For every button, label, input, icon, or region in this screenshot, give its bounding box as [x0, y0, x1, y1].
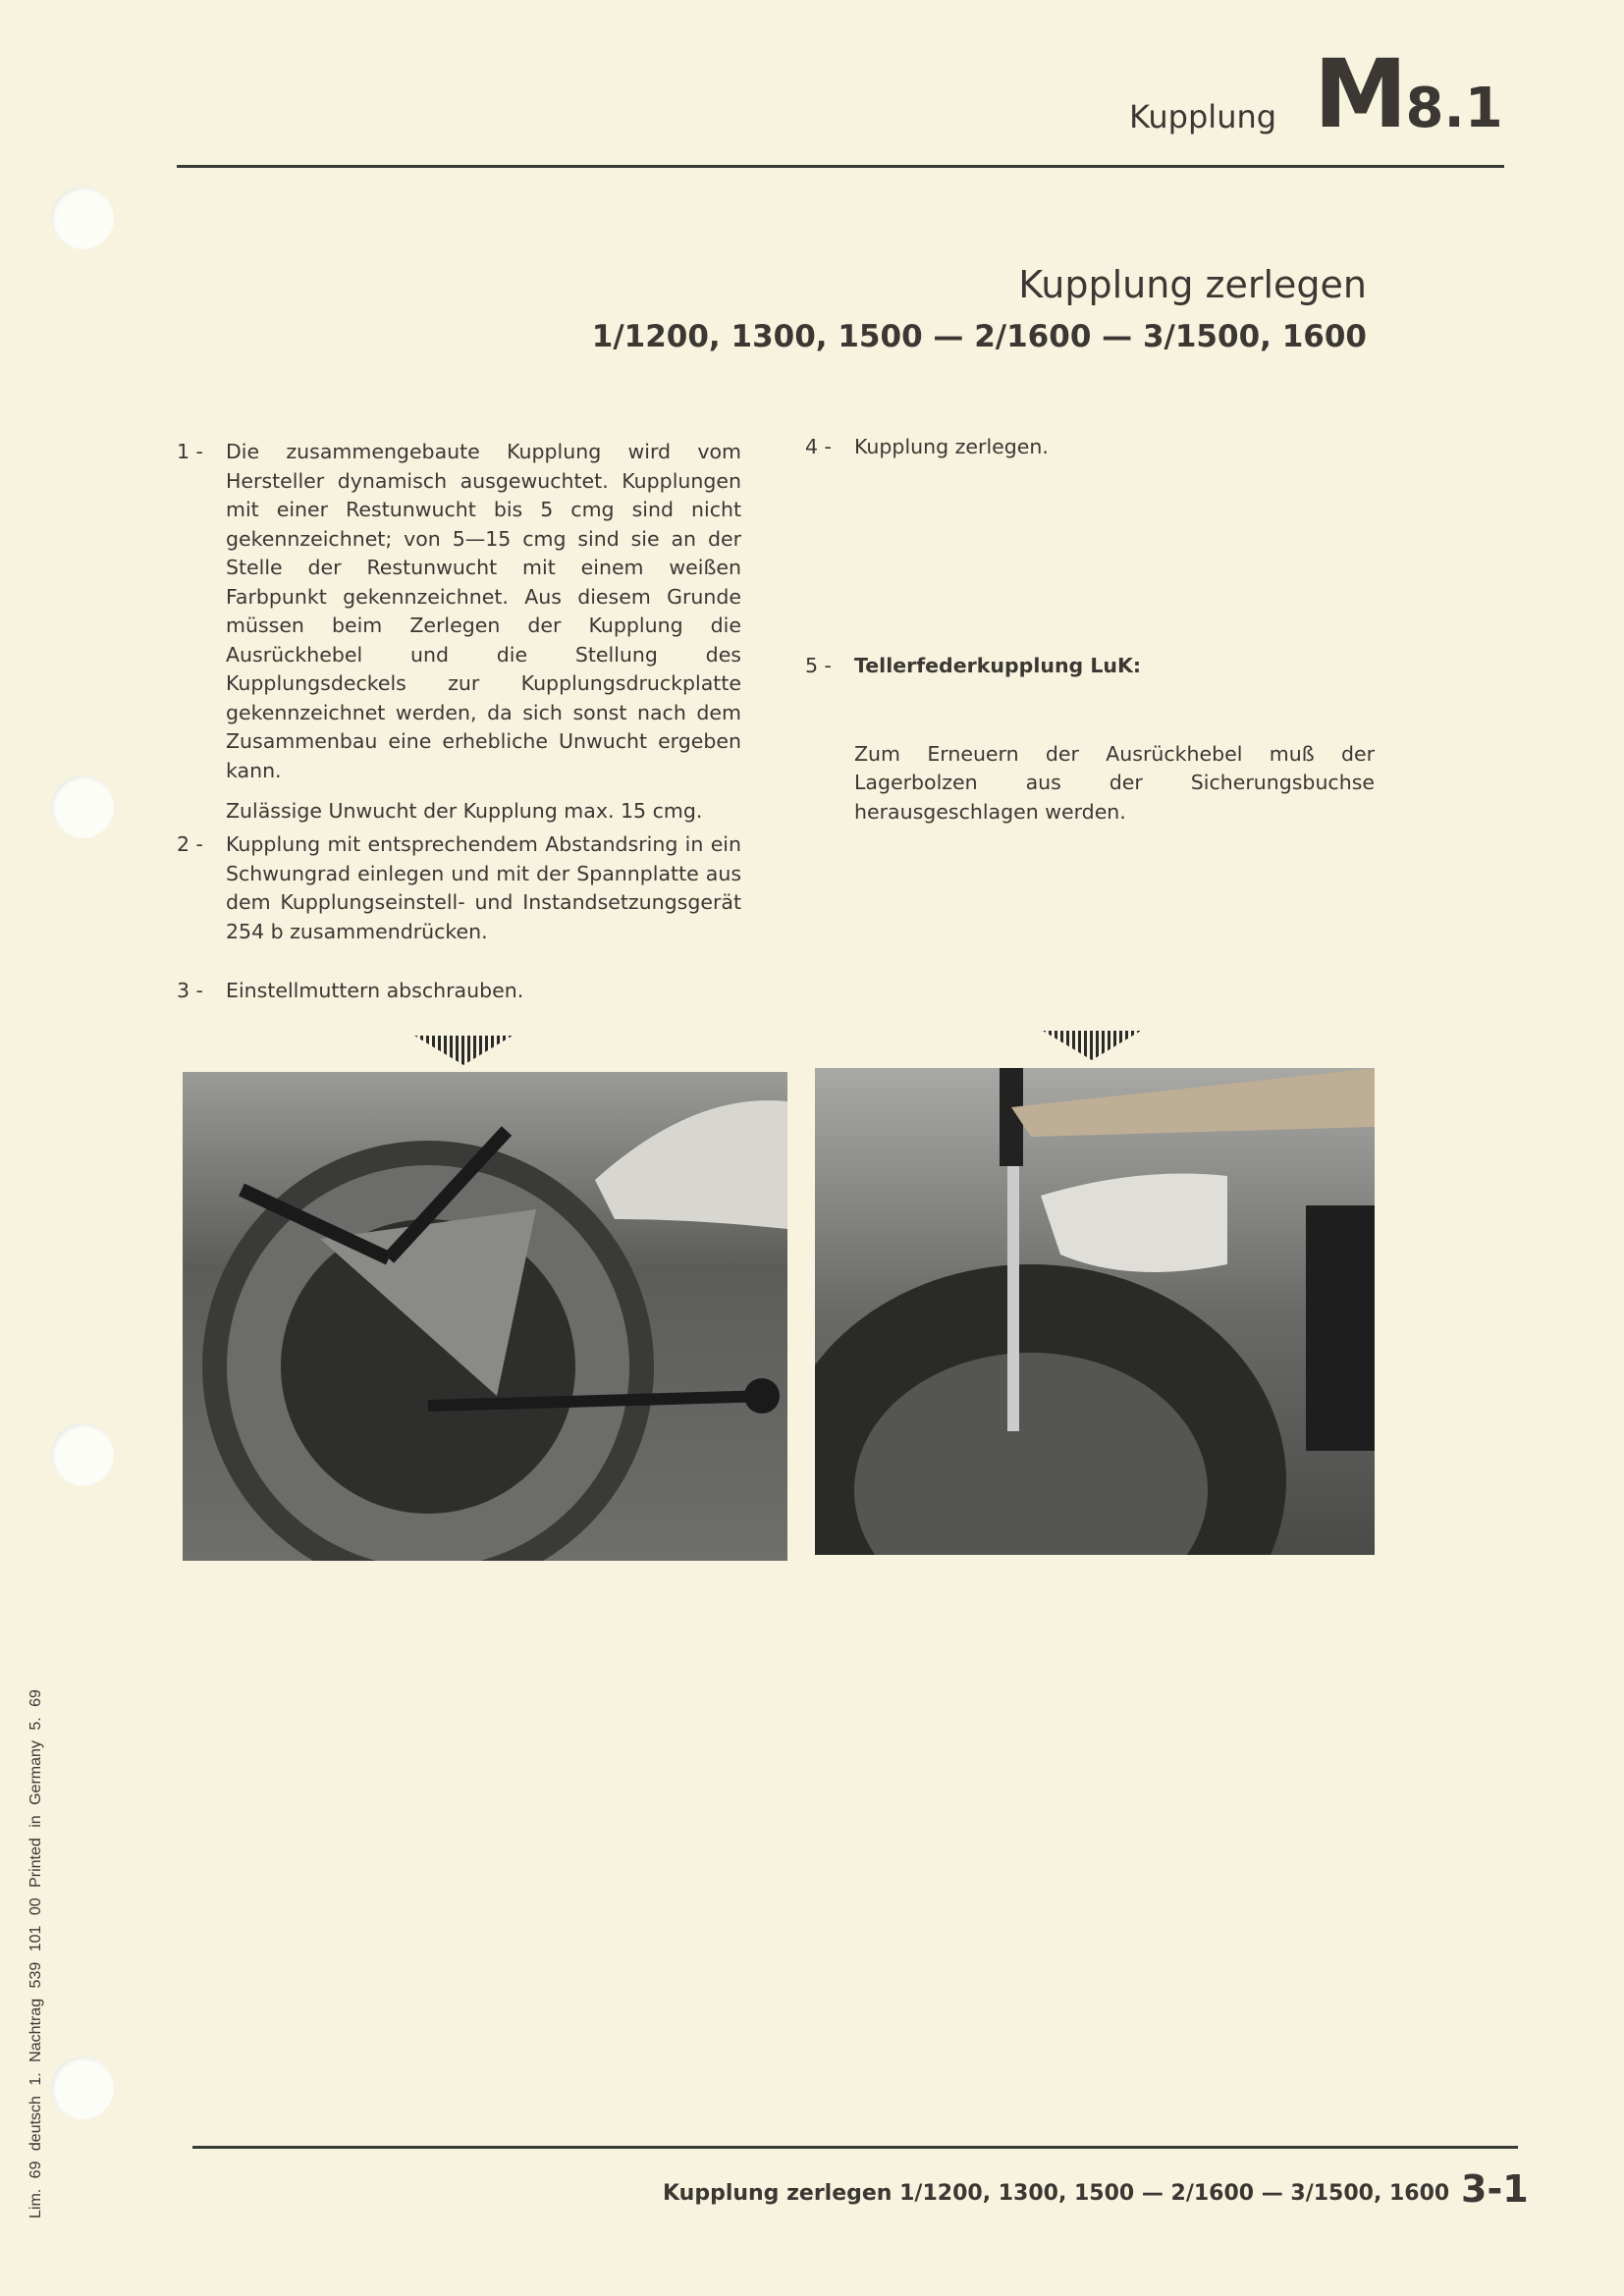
page-title: Kupplung zerlegen [1018, 263, 1367, 306]
section-code: M8.1 [1314, 39, 1503, 149]
footer-rule [192, 2146, 1518, 2149]
step-1: 1 - Die zusammengebaute Kupplung wird vom Hersteller dynamisch ausgewuchtet. Kupplungen mit einer Restunwucht bis 5 cmg sind nicht gekennzeichnet; von 5—15 cmg sind sie an der Stelle der Restunwucht mit einem weißen Farbpunkt gekennzeichnet. Aus diesem Grunde müssen beim Zerlegen der Kupplung die Ausrückhebel und die Stellung des Kupplungsdeckels zur Kupplungsdruckplatte gekennzeichnet werden, da sich sonst nach dem Zusammenbau eine erhebliche Unwucht ergeben kann. Zulässige Unwucht der Kupplung max. 15 cmg. [177, 440, 741, 823]
step-3: 3 - Einstellmuttern abschrauben. [177, 979, 524, 1002]
step-4: 4 - Kupplung zerlegen. [805, 435, 1049, 458]
arrow-marker [1043, 1031, 1141, 1060]
punch-hole [51, 775, 114, 838]
step-2: 2 - Kupplung mit entsprechendem Abstandsring in ein Schwungrad einlegen und mit der Spannplatte aus dem Kupplungseinstell- und Instandsetzungsgerät 254 b zusammendrücken. [177, 832, 741, 943]
photo-pressing-bolt [815, 1068, 1375, 1555]
punch-hole [51, 1423, 114, 1486]
chapter-label: Kupplung [1129, 98, 1277, 135]
page-subtitle: 1/1200, 1300, 1500 — 2/1600 — 3/1500, 1600 [591, 319, 1367, 354]
print-info: Lim. 69 deutsch 1. Nachtrag 539 101 00 Printed in Germany 5. 69 [27, 1689, 44, 2218]
step-5: 5 - Tellerfederkupplung LuK: Zum Erneuern der Ausrückhebel muß der Lagerbolzen aus der Sicherungsbuchse herausgeschlagen werden. [805, 654, 1375, 824]
photo-pressing-bolt-image [815, 1068, 1375, 1555]
photo-clutch-press-image [183, 1072, 787, 1561]
page-number: 3-1 [1461, 2167, 1529, 2211]
photo-clutch-press [183, 1072, 787, 1561]
punch-hole [51, 2056, 114, 2119]
arrow-marker [414, 1036, 513, 1065]
header-rule [177, 165, 1504, 168]
footer-title: Kupplung zerlegen 1/1200, 1300, 1500 — 2/1600 — 3/1500, 1600 [663, 2181, 1450, 2206]
punch-hole [51, 187, 114, 249]
